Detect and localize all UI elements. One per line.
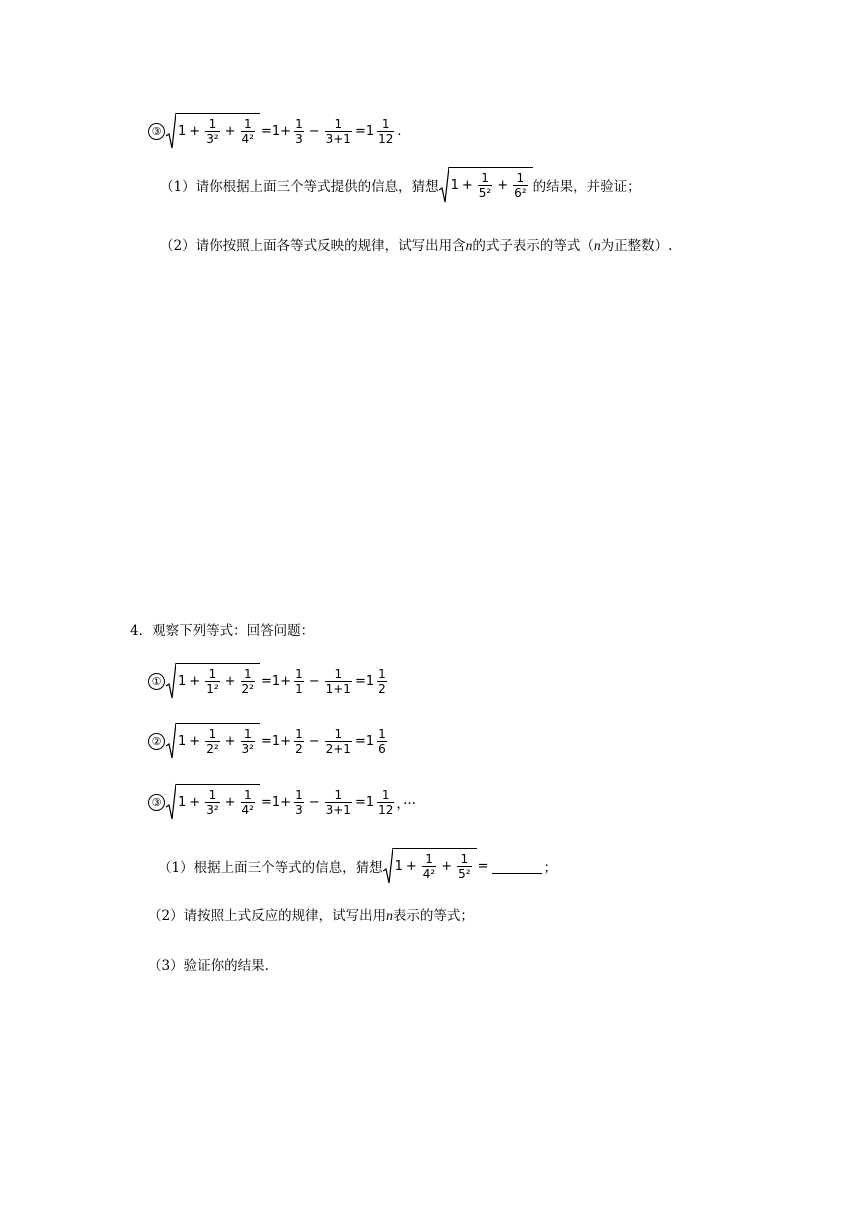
question-text: 表示的等式； xyxy=(392,908,474,924)
plus-sign: + xyxy=(189,674,201,689)
problem-4-question-2 xyxy=(148,904,474,924)
question-text: （1）根据上面三个等式的信息，猜想 xyxy=(158,860,383,876)
rad-term: 1 xyxy=(178,674,187,689)
circled-number-3: ③ xyxy=(148,123,165,140)
equals-one: =1 xyxy=(354,673,375,689)
plus-sign: + xyxy=(189,124,201,139)
rad-term: 1 xyxy=(450,178,459,193)
plus-sign: + xyxy=(224,674,236,689)
fraction: $\frac{1}{\text{5²}}$ xyxy=(458,852,471,881)
plus-sign: + xyxy=(224,734,236,749)
problem-4-equation-1 xyxy=(148,662,389,700)
equals-one: =1 xyxy=(354,794,375,810)
fraction: $\frac{1}{\text{3²}}$ xyxy=(206,117,219,146)
rad-term: 1 xyxy=(178,795,187,810)
equals-one: =1 xyxy=(354,123,375,139)
equals-one-plus: =1+ xyxy=(261,733,292,749)
equals-one-plus: =1+ xyxy=(261,794,292,810)
fraction: $\frac{1}{\text{5²}}$ xyxy=(478,171,492,200)
rad-term: 1 xyxy=(178,124,187,139)
fraction: $\frac{1}{1+1}$ xyxy=(325,666,351,696)
radical xyxy=(166,783,260,821)
fraction: $\frac{1}{3}$ xyxy=(295,787,303,817)
fraction: $\frac{1}{3}$ xyxy=(295,116,303,146)
minus-sign: − xyxy=(308,733,320,749)
radical xyxy=(166,722,260,760)
top-equation-3 xyxy=(148,112,403,150)
radical xyxy=(439,166,533,204)
problem-4-equation-2 xyxy=(148,722,389,760)
question-text: （1）请你根据上面三个等式提供的信息，猜想 xyxy=(160,179,439,195)
plus-sign: + xyxy=(461,178,473,193)
fraction: $\frac{1}{\text{4²}}$ xyxy=(241,117,254,146)
fraction: $\frac{1}{\text{1²}}$ xyxy=(206,667,219,696)
top-question-2 xyxy=(160,234,672,254)
problem-4-equation-3 xyxy=(148,783,416,821)
fraction: $\frac{1}{3+1}$ xyxy=(325,787,351,817)
fraction: $\frac{1}{2+1}$ xyxy=(325,726,351,756)
fraction: $\frac{1}{1}$ xyxy=(295,666,303,696)
equals-one-plus: =1+ xyxy=(261,673,292,689)
fraction: $\frac{1}{\text{2²}}$ xyxy=(241,667,254,696)
rad-term: 1 xyxy=(394,859,403,874)
equals-one-plus: =1+ xyxy=(261,123,292,139)
minus-sign: − xyxy=(308,673,320,689)
problem-4-title: 4．观察下列等式：回答问题： xyxy=(130,623,315,639)
circled-number-3: ③ xyxy=(148,794,165,811)
fraction: $\frac{1}{2}$ xyxy=(295,726,303,756)
fraction: $\frac{1}{6}$ xyxy=(378,726,386,756)
trailing-text: ，··· xyxy=(396,796,417,812)
top-question-1 xyxy=(160,166,641,204)
fraction: $\frac{1}{\text{3²}}$ xyxy=(241,727,254,756)
question-text: 为正整数）. xyxy=(600,238,673,254)
fraction: $\frac{1}{\text{4²}}$ xyxy=(422,852,436,881)
question-text: 的式子表示的等式（ xyxy=(472,238,594,254)
answer-blank[interactable] xyxy=(492,859,542,874)
plus-sign: + xyxy=(189,734,201,749)
question-text: （2）请按照上式反应的规律，试写出用 xyxy=(148,908,387,924)
plus-sign: + xyxy=(405,859,417,874)
plus-sign: + xyxy=(224,795,236,810)
question-text: （2）请你按照上面各等式反映的规律，试写出用含 xyxy=(160,238,466,254)
equals-sign: = xyxy=(477,858,489,874)
question-text: 的结果，并验证； xyxy=(532,179,641,195)
radical xyxy=(383,847,477,885)
fraction: $\frac{1}{12}$ xyxy=(378,116,394,146)
minus-sign: − xyxy=(308,123,320,139)
variable-n: n xyxy=(465,238,473,253)
circled-number-1: ① xyxy=(148,673,165,690)
question-text: ； xyxy=(543,860,557,876)
variable-n: n xyxy=(593,238,601,253)
period: . xyxy=(397,123,402,139)
fraction: $\frac{1}{2}$ xyxy=(378,666,386,696)
radical xyxy=(166,662,260,700)
circled-number-2: ② xyxy=(148,733,165,750)
problem-4-question-3: （3）验证你的结果. xyxy=(148,958,269,974)
fraction: $\frac{1}{12}$ xyxy=(378,787,394,817)
fraction: $\frac{1}{\text{6²}}$ xyxy=(514,171,527,200)
fraction: $\frac{1}{\text{2²}}$ xyxy=(206,727,219,756)
radical xyxy=(166,112,260,150)
minus-sign: − xyxy=(308,794,320,810)
variable-n: n xyxy=(386,908,393,923)
fraction: $\frac{1}{\text{3²}}$ xyxy=(206,788,219,817)
plus-sign: + xyxy=(441,859,453,874)
plus-sign: + xyxy=(224,124,236,139)
fraction: $\frac{1}{3+1}$ xyxy=(325,116,351,146)
problem-4-question-1 xyxy=(158,847,557,885)
equals-one: =1 xyxy=(354,733,375,749)
plus-sign: + xyxy=(189,795,201,810)
rad-term: 1 xyxy=(178,734,187,749)
plus-sign: + xyxy=(497,178,509,193)
fraction: $\frac{1}{\text{4²}}$ xyxy=(241,788,254,817)
